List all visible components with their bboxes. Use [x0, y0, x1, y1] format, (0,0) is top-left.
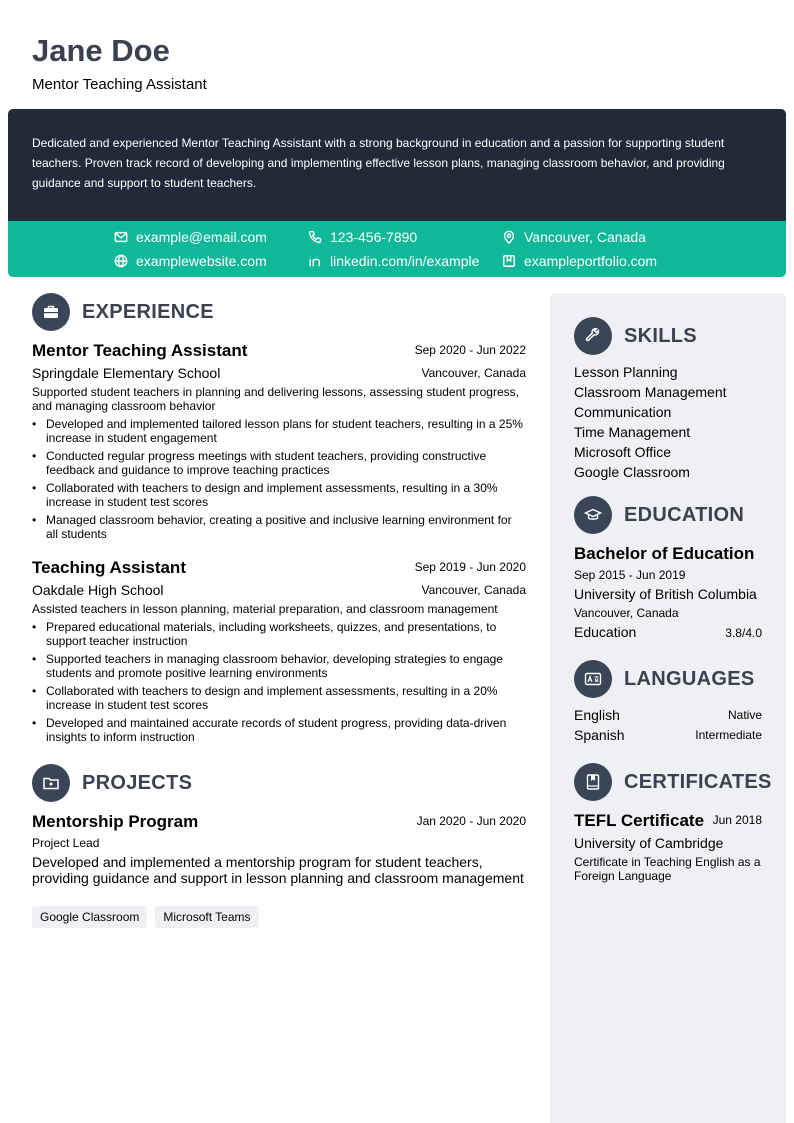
- job-company: Oakdale High School: [32, 582, 164, 598]
- school-name: University of British Columbia: [574, 586, 757, 602]
- language-name: Spanish: [574, 727, 625, 743]
- certificate-description: Certificate in Teaching English as a Foreign Language: [574, 855, 761, 883]
- skill-item: Lesson Planning: [574, 364, 678, 380]
- contact-linkedin[interactable]: [308, 253, 479, 269]
- job-bullet: • Managed classroom behavior, creating a positive and inclusive learning environment for all students: [32, 513, 526, 541]
- contact-email[interactable]: [114, 229, 267, 245]
- project-tag: Microsoft Teams: [155, 906, 258, 928]
- portfolio-icon: [502, 254, 516, 268]
- project-role: Project Lead: [32, 836, 100, 850]
- envelope-icon: [114, 230, 128, 244]
- contact-location: [502, 229, 646, 245]
- graduation-cap-icon: [574, 496, 612, 534]
- certificates-title: CERTIFICATES: [624, 770, 772, 793]
- contact-website[interactable]: [114, 253, 267, 269]
- languages-title: LANGUAGES: [624, 667, 755, 690]
- job-bullets: [32, 620, 526, 748]
- briefcase-icon: [32, 293, 70, 331]
- field-of-study: Education: [574, 624, 637, 640]
- job-bullets: [32, 417, 526, 545]
- certificate-book-icon: [574, 763, 612, 801]
- job-bullet: • Developed and maintained accurate records of student progress, providing data-driven insights to inform instruction: [32, 716, 526, 744]
- job-bullet: • Conducted regular progress meetings with student teachers, providing constructive feedback and guidance to improve teaching practices: [32, 449, 526, 477]
- project-description: Developed and implemented a mentorship program for student teachers, providing guidance and support in lesson planning and classroom management: [32, 854, 524, 886]
- school-location: Vancouver, Canada: [574, 606, 679, 620]
- experience-heading: [32, 293, 214, 331]
- job-bullet: • Collaborated with teachers to design and implement assessments, resulting in a 30% increase in student test scores: [32, 481, 526, 509]
- linkedin-icon: [308, 254, 322, 268]
- experience-title: EXPERIENCE: [82, 300, 214, 323]
- job-company: Springdale Elementary School: [32, 365, 221, 381]
- job-title: Mentor Teaching Assistant: [32, 341, 248, 360]
- project-tag: Google Classroom: [32, 906, 147, 928]
- certificate-issuer: University of Cambridge: [574, 835, 724, 851]
- map-pin-icon: [502, 230, 516, 244]
- skill-item: Google Classroom: [574, 464, 690, 480]
- certificate-title: TEFL Certificate: [574, 811, 705, 830]
- wrench-icon: [574, 317, 612, 355]
- projects-heading: [32, 764, 192, 802]
- skills-heading: [574, 317, 697, 355]
- skill-item: Classroom Management: [574, 384, 727, 400]
- contact-bar: [8, 221, 786, 277]
- project-dates: Jan 2020 - Jun 2020: [416, 814, 526, 828]
- project-title: Mentorship Program: [32, 812, 199, 831]
- skill-item: Time Management: [574, 424, 691, 440]
- job-location: Vancouver, Canada: [421, 366, 526, 380]
- certificates-heading: [574, 763, 772, 801]
- job-bullet: • Developed and implemented tailored lesson plans for student teachers, resulting in a 25% increase in student engagement: [32, 417, 526, 445]
- job-description: Assisted teachers in lesson planning, material preparation, and classroom management: [32, 602, 498, 616]
- contact-portfolio[interactable]: [502, 253, 657, 269]
- summary-panel: [8, 109, 786, 221]
- projects-title: PROJECTS: [82, 771, 193, 794]
- job-description: Supported student teachers in planning and delivering lessons, assessing student progress, and managing classroom behavior: [32, 385, 519, 413]
- candidate-name: Jane Doe: [32, 33, 170, 68]
- skill-item: Communication: [574, 404, 672, 420]
- skills-title: SKILLS: [624, 324, 697, 347]
- phone-icon: [308, 230, 322, 244]
- education-dates: Sep 2015 - Jun 2019: [574, 568, 686, 582]
- project-tags: [32, 906, 267, 928]
- job-dates: Sep 2020 - Jun 2022: [414, 343, 526, 357]
- education-title: EDUCATION: [624, 503, 745, 526]
- languages-heading: [574, 660, 754, 698]
- contact-phone[interactable]: [308, 229, 417, 245]
- job-bullet: • Supported teachers in managing classroom behavior, developing strategies to engage students and promote positive learning environments: [32, 652, 526, 680]
- gpa: 3.8/4.0: [725, 626, 762, 640]
- language-name: English: [574, 707, 620, 723]
- linkedin-text: linkedin.com/in/example: [330, 253, 480, 269]
- job-location: Vancouver, Canada: [421, 583, 526, 597]
- candidate-title: Mentor Teaching Assistant: [32, 76, 207, 93]
- globe-icon: [114, 254, 128, 268]
- location-text: Vancouver, Canada: [524, 229, 646, 245]
- folder-icon: [32, 764, 70, 802]
- skills-list: [574, 362, 727, 482]
- language-level: Native: [727, 708, 762, 722]
- job-bullet: • Collaborated with teachers to design and implement assessments, resulting in a 20% increase in student test scores: [32, 684, 526, 712]
- phone-text: 123-456-7890: [330, 229, 418, 245]
- website-text: examplewebsite.com: [136, 253, 267, 269]
- resume-header: [32, 32, 207, 93]
- portfolio-text: exampleportfolio.com: [524, 253, 658, 269]
- language-level: Intermediate: [695, 728, 762, 742]
- degree: Bachelor of Education: [574, 544, 755, 563]
- summary-text: Dedicated and experienced Mentor Teaching Assistant with a strong background in education and a passion for supporting student teachers. Proven track record of developing and implementing effective lesson plans, managing classroom behavior, and providing guidance and support to student teachers.: [32, 136, 725, 190]
- job-bullet: • Prepared educational materials, including worksheets, quizzes, and presentations, to support teacher instruction: [32, 620, 526, 648]
- job-dates: Sep 2019 - Jun 2020: [414, 560, 526, 574]
- education-heading: [574, 496, 744, 534]
- translate-icon: [574, 660, 612, 698]
- job-title: Teaching Assistant: [32, 558, 186, 577]
- email-text: example@email.com: [136, 229, 267, 245]
- certificate-date: Jun 2018: [712, 813, 762, 827]
- skill-item: Microsoft Office: [574, 444, 671, 460]
